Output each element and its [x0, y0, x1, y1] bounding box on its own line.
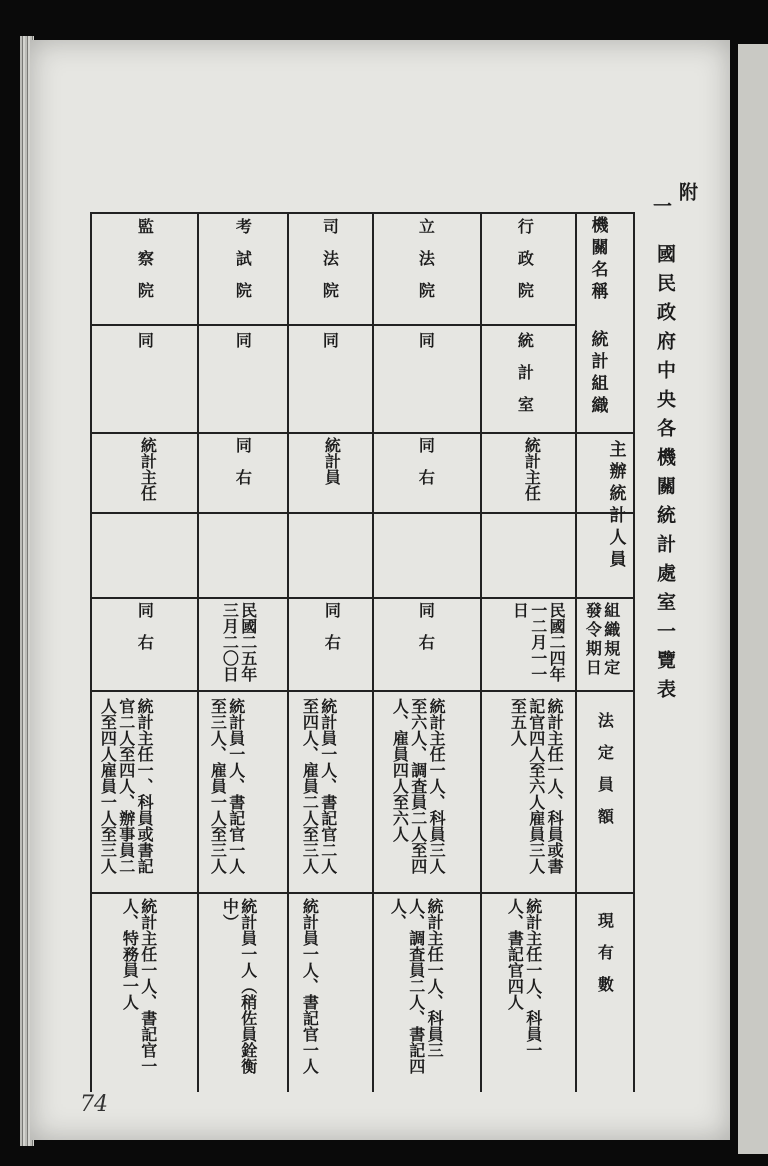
- statistics-offices-table: [90, 212, 635, 1092]
- appendix-mark: 附: [676, 182, 698, 203]
- table-row-rules: 同右: [416, 602, 436, 666]
- table-row-rules: 民國二五年三月二〇日: [220, 602, 258, 682]
- header-current-staff: 現有數: [595, 912, 615, 1008]
- header-staff-quota: 法定員額: [595, 712, 615, 840]
- header-org: 統計組織: [587, 330, 608, 418]
- header-rules: 組織規定發令期日: [583, 602, 621, 678]
- table-row-staff-quota: 統計主任一、科員或書記官二人至四人、辦事員二人至四人雇員一人至三人: [98, 698, 155, 874]
- table-row-agency: 考試院: [233, 218, 253, 314]
- header-officer: 主辦統計人員: [605, 440, 626, 572]
- table-row-agency: 立法院: [416, 218, 436, 314]
- table-row-org: 同: [416, 332, 436, 348]
- table-row-org: 統計室: [515, 332, 535, 428]
- table-row-org: 同: [233, 332, 253, 348]
- table-row-agency: 行政院: [515, 218, 535, 314]
- document-title: 國民政府中央各機關統計處室一覽表: [654, 244, 676, 708]
- header-agency: 機關名稱: [587, 216, 608, 304]
- table-row-officer: 同右: [416, 437, 436, 501]
- table-row-agency: 司法院: [320, 218, 340, 314]
- appendix-number: 一: [650, 196, 672, 215]
- table-row-staff-quota: 統計員一人、書記官一人至三人、雇員一人至三人: [208, 698, 246, 874]
- table-row-staff-quota: 統計員一人、書記官二人至四人、雇員二人至三人: [300, 698, 338, 874]
- table-row-current-staff: 統計員一人（稍佐員銓衡中）: [220, 898, 258, 1074]
- table-row-staff-quota: 統計主任一人、科員或書記官四人至六人雇員三人至五人: [508, 698, 565, 874]
- table-row-officer: 統計員: [322, 437, 342, 485]
- table-row-staff-quota: 統計主任一人、科員三人至六人、調査員二人至四人、雇員四人至六人: [390, 698, 447, 874]
- table-row-current-staff: 統計主任一人、書記官一人、特務員一人: [120, 898, 158, 1074]
- table-row-org: 同: [320, 332, 340, 348]
- table-row-officer: 統計主任: [138, 437, 158, 501]
- table-row-agency: 監察院: [135, 218, 155, 314]
- table-row-rules: 同右: [135, 602, 155, 666]
- table-row-rules: 同右: [322, 602, 342, 666]
- table-row-officer: 統計主任: [522, 437, 542, 501]
- page-number: 74: [80, 1092, 108, 1117]
- adjacent-page-strip: [738, 44, 768, 1154]
- table-row-current-staff: 統計員一人、書記官一人: [300, 898, 320, 1074]
- table-row-officer: 同右: [233, 437, 253, 501]
- table-row-rules: 民國二四年一二月一一日: [510, 602, 567, 682]
- table-row-current-staff: 統計主任一人、科員一人、書記官四人: [505, 898, 543, 1058]
- table-row-current-staff: 統計主任一人、科員三人、調査員二人、書記四人、: [388, 898, 445, 1074]
- table-row-org: 同: [135, 332, 155, 348]
